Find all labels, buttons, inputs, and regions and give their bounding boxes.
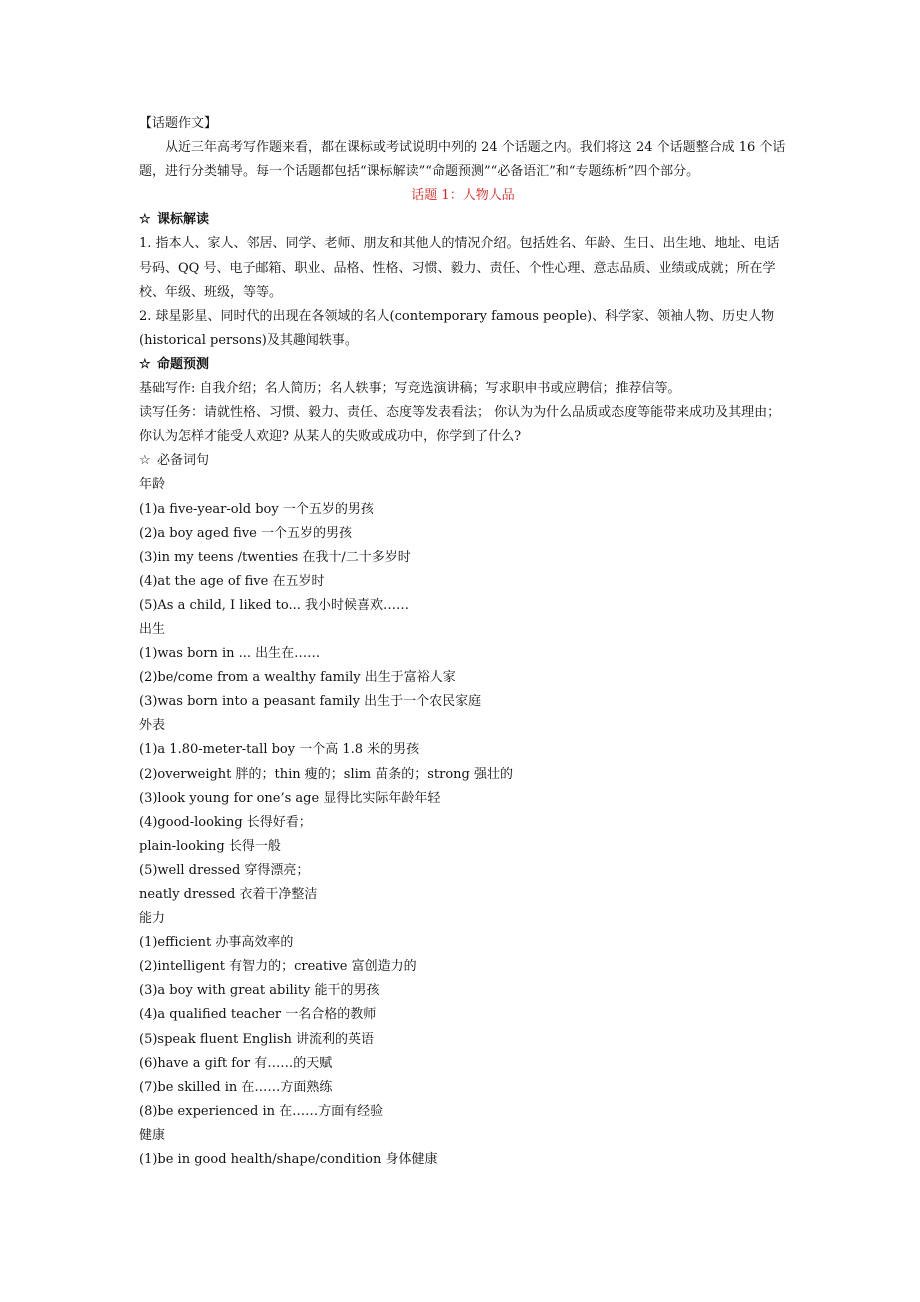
vocab-item: (4)good-looking 长得好看； xyxy=(139,814,312,830)
section-heading-label: 命题预测 xyxy=(157,356,210,372)
vocab-item: (5)speak fluent English 讲流利的英语 xyxy=(139,1031,375,1047)
topic-title: 话题 1：人物人品 xyxy=(411,188,515,204)
vocab-item: (2)overweight 胖的；thin 瘦的；slim 苗条的；strong 强壮的 xyxy=(139,766,513,782)
vocab-item: (1)a five-year-old boy 一个五岁的男孩 xyxy=(139,501,374,517)
vocab-item: (1)be in good health/shape/condition 身体健康 xyxy=(139,1152,438,1168)
vocab-item: (3)in my teens /twenties 在我十/二十多岁时 xyxy=(139,549,411,565)
vocab-item: (5)well dressed 穿得漂亮； xyxy=(139,862,310,878)
vocab-item: (3)a boy with great ability 能干的男孩 xyxy=(139,983,380,999)
star-icon: ☆ xyxy=(139,356,151,372)
vocab-item: (1)a 1.80-meter-tall boy 一个高 1.8 米的男孩 xyxy=(139,742,420,758)
star-icon: ☆ xyxy=(139,453,151,469)
vocab-item: (7)be skilled in 在……方面熟练 xyxy=(139,1079,333,1095)
vocab-group-title: 年龄 xyxy=(139,477,166,493)
vocab-item: (3)look young for one’s age 显得比实际年龄年轻 xyxy=(139,790,441,806)
vocab-item: (1)efficient 办事高效率的 xyxy=(139,935,294,951)
vocab-item: (2)be/come from a wealthy family 出生于富裕人家 xyxy=(139,670,456,686)
section-heading-vocab xyxy=(139,449,787,473)
vocab-item: neatly dressed 衣着干净整洁 xyxy=(139,887,318,902)
vocab-groups xyxy=(139,473,787,1172)
vocab-item: (4)at the age of five 在五岁时 xyxy=(139,573,325,589)
vocab-item: plain-looking 长得一般 xyxy=(139,838,281,854)
vocab-group-title: 健康 xyxy=(139,1127,166,1143)
section-heading-curriculum xyxy=(139,208,787,232)
vocab-group-title: 能力 xyxy=(139,911,166,927)
vocab-item: (5)As a child, I liked to... 我小时候喜欢…… xyxy=(139,597,410,613)
vocab-item: (3)was born into a peasant family 出生于一个农民家庭 xyxy=(139,694,482,710)
curriculum-item-1: 1. 指本人、家人、邻居、同学、老师、朋友和其他人的情况介绍。包括姓名、年龄、生日、出生地、地址、电话号码、QQ 号、电子邮箱、职业、品格、性格、习惯、毅力、责任、个性心理、意志品质、业绩或成就；所在学校、年级、班级，等等。 xyxy=(139,236,780,300)
vocab-item: (2)a boy aged five 一个五岁的男孩 xyxy=(139,525,352,541)
vocab-item: (4)a qualified teacher 一名合格的教师 xyxy=(139,1007,377,1023)
vocab-group-title: 外表 xyxy=(139,718,166,734)
intro-paragraph: 从近三年高考写作题来看，都在课标或考试说明中列的 24 个话题之内。我们将这 24 个话题整合成 16 个话题，进行分类辅导。每一个话题都包括“课标解读”“命题预测”“必备语汇”和“专题练析”四个部分。 xyxy=(139,140,786,180)
prediction-basic: 基础写作: 自我介绍；名人简历；名人轶事；写竞选演讲稿；写求职申书或应聘信；推荐信等。 xyxy=(139,381,681,397)
vocab-item: (2)intelligent 有智力的；creative 富创造力的 xyxy=(139,959,417,975)
section-heading-prediction xyxy=(139,353,787,377)
prediction-reading: 读写任务：请就性格、习惯、毅力、责任、态度等发表看法； 你认为为什么品质或态度等能带来成功及其理由；你认为怎样才能受人欢迎? 从某人的失败或成功中，你学到了什么? xyxy=(139,405,781,445)
section-heading-label: 课标解读 xyxy=(157,212,210,228)
document-page xyxy=(139,112,787,1172)
doc-header: 【话题作文】 xyxy=(139,116,218,131)
vocab-item: (1)was born in ... 出生在…… xyxy=(139,646,321,662)
curriculum-item-2: 2. 球星影星、同时代的出现在各领域的名人(contemporary famous people)、科学家、领袖人物、历史人物(historical persons)及其趣闻轶事。 xyxy=(139,308,775,348)
vocab-group-title: 出生 xyxy=(139,621,166,637)
vocab-item: (6)have a gift for 有……的天赋 xyxy=(139,1055,333,1071)
star-icon: ☆ xyxy=(139,212,151,228)
vocab-item: (8)be experienced in 在……方面有经验 xyxy=(139,1103,384,1119)
section-heading-label: 必备词句 xyxy=(157,453,210,469)
